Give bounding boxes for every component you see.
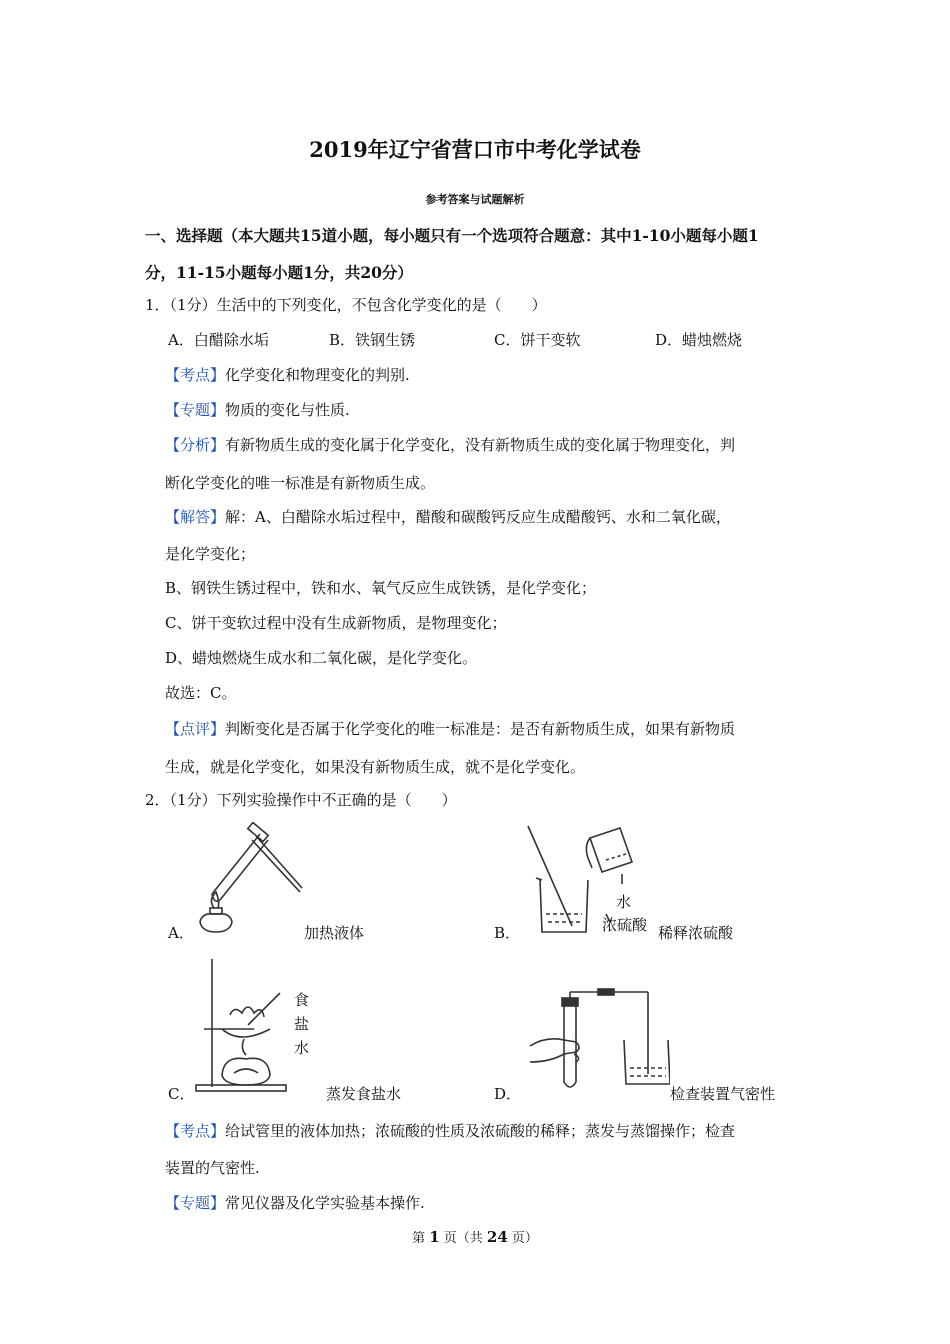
q2-option-b-letter: B． [494, 924, 521, 942]
q2-option-c-label: 蒸发食盐水 [326, 1085, 402, 1103]
figure-heating-liquid [190, 822, 310, 937]
fenxi-tag: 【分析】 [165, 436, 226, 454]
q2-option-a-letter: A． [168, 924, 194, 942]
kaodian-tag: 【考点】 [165, 1122, 226, 1140]
q1-zhuanti: 【专题】物质的变化与性质. [165, 401, 350, 419]
q1-jieda: 【解答】解：A、白醋除水垢过程中，醋酸和碳酸钙反应生成醋酸钙、水和二氧化碳， [165, 508, 731, 526]
q1-answer: 故选：C。 [165, 684, 237, 702]
q2-kaodian-cont: 装置的气密性. [165, 1159, 260, 1177]
page-title: 2019年辽宁省营口市中考化学试卷 [309, 137, 641, 162]
figure-evaporation [190, 955, 330, 1095]
figure-airtightness [520, 982, 670, 1097]
q1-stem: 1．（1分）生活中的下列变化，不包含化学变化的是（ ） [145, 296, 547, 314]
q1-kaodian: 【考点】化学变化和物理变化的判别. [165, 366, 410, 384]
q2-option-d-label: 检查装置气密性 [670, 1085, 776, 1103]
q1-option-c: C．饼干变软 [494, 331, 581, 349]
section-heading-line2: 分，11-15小题每小题1分，共20分） [145, 263, 413, 282]
q1-jieda-2: 是化学变化； [165, 545, 256, 563]
q1-fenxi-cont: 断化学变化的唯一标准是有新物质生成。 [165, 474, 436, 492]
q1-jieda-4: C、饼干变软过程中没有生成新物质，是物理变化； [165, 614, 507, 632]
label-salt-2: 盐 [294, 1015, 310, 1033]
q1-jieda-5: D、蜡烛燃烧生成水和二氧化碳，是化学变化。 [165, 649, 478, 667]
zhuanti-tag: 【专题】 [165, 1194, 226, 1212]
page-total: 24 [486, 1228, 508, 1246]
label-conc-acid: 浓硫酸 [602, 916, 648, 934]
q2-option-b-label: 稀释浓硫酸 [658, 924, 734, 942]
q1-option-d: D．蜡烛燃烧 [655, 331, 743, 349]
label-salt-1: 食 [294, 991, 310, 1009]
page-subtitle: 参考答案与试题解析 [425, 193, 525, 206]
q2-kaodian: 【考点】给试管里的液体加热；浓硫酸的性质及浓硫酸的稀释；蒸发与蒸馏操作；检查 [165, 1122, 736, 1140]
page-number: 1 [429, 1228, 440, 1246]
kaodian-tag: 【考点】 [165, 366, 226, 384]
dianping-tag: 【点评】 [165, 720, 226, 738]
zhuanti-tag: 【专题】 [165, 401, 226, 419]
q2-option-a-label: 加热液体 [304, 924, 365, 942]
jieda-tag: 【解答】 [165, 508, 226, 526]
q2-zhuanti: 【专题】常见仪器及化学实验基本操作. [165, 1194, 425, 1212]
page-footer: 第 1 页（共 24 页） [412, 1228, 538, 1246]
q1-fenxi: 【分析】有新物质生成的变化属于化学变化，没有新物质生成的变化属于物理变化，判 [165, 436, 736, 454]
q1-dianping: 【点评】判断变化是否属于化学变化的唯一标准是：是否有新物质生成，如果有新物质 [165, 720, 736, 738]
label-water: 水 [616, 893, 632, 911]
q1-jieda-3: B、钢铁生锈过程中，铁和水、氧气反应生成铁锈，是化学变化； [165, 579, 597, 597]
label-salt-3: 水 [294, 1039, 310, 1057]
q2-option-d-letter: D． [494, 1085, 522, 1103]
q1-option-b: B．铁钢生锈 [329, 331, 416, 349]
q2-stem: 2．（1分）下列实验操作中不正确的是（ ） [145, 791, 457, 809]
q1-dianping-2: 生成，就是化学变化，如果没有新物质生成，就不是化学变化。 [165, 758, 586, 776]
q2-option-c-letter: C． [168, 1085, 195, 1103]
section-heading-line1: 一、选择题（本大题共15道小题，每小题只有一个选项符合题意：其中1-10小题每小题1 [145, 226, 759, 245]
q1-option-a: A．白醋除水垢 [168, 331, 269, 349]
